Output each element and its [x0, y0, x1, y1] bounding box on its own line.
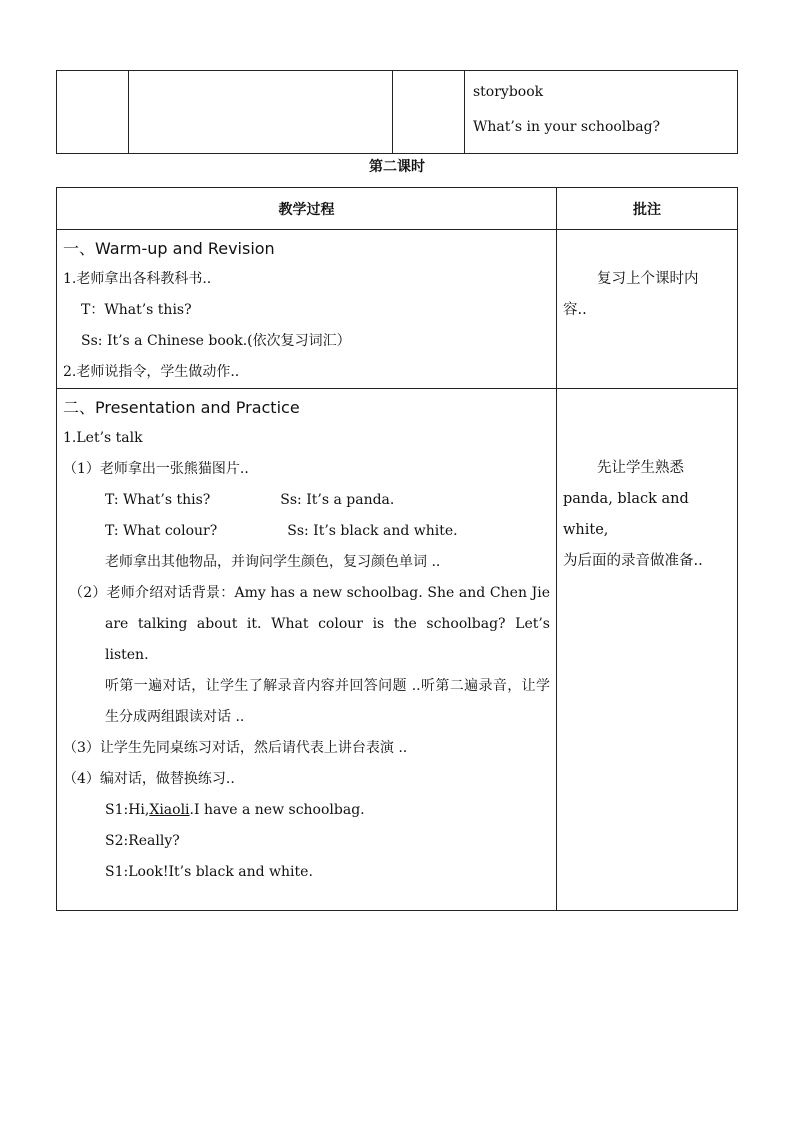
text-line: （4）编对话，做替换练习..: [63, 771, 235, 787]
note-text: panda, black and white,: [563, 491, 689, 538]
note-cell: [557, 230, 738, 389]
lesson-plan-table: [56, 187, 738, 911]
dialogue-line: S2:Really?: [105, 833, 180, 849]
header-row: [57, 188, 738, 230]
table-cell: [57, 71, 129, 154]
dialogue-line: [63, 485, 550, 516]
section-heading: 二、Presentation and Practice: [63, 398, 300, 417]
text-line: 2.老师说指令，学生做动作..: [63, 364, 240, 380]
table-row: [57, 230, 738, 389]
dialogue-teacher: T: What’s this?: [105, 492, 211, 508]
table-cell: [465, 71, 738, 154]
text-prefix: （2）老师介绍对话背景：: [69, 585, 235, 601]
text-line: 1.Let’s talk: [63, 430, 143, 446]
dialogue-teacher: T: What colour?: [105, 523, 218, 539]
underlined-name: Xiaoli: [149, 802, 190, 818]
note-cell: [557, 389, 738, 911]
dialogue-prefix: S1:Hi,: [105, 802, 150, 818]
process-cell: [57, 230, 557, 389]
section-title: 第二课时: [369, 159, 425, 175]
table-cell: [129, 71, 393, 154]
previous-lesson-table: [56, 70, 738, 154]
text-paragraph: [63, 578, 550, 671]
text-line: （3）让学生先同桌练习对话，然后请代表上讲台表演 ..: [63, 740, 408, 756]
dialogue-line: [63, 795, 550, 826]
column-header-process: 教学过程: [57, 188, 557, 230]
table-row: [57, 389, 738, 911]
text-paragraph: 听第一遍对话，让学生了解录音内容并回答问题 ..听第二遍录音，让学生分成两组跟读对话 ..: [105, 678, 550, 725]
text-line: （1）老师拿出一张熊猫图片..: [63, 461, 249, 477]
dialogue-students: Ss: It’s a panda.: [280, 492, 395, 508]
note-text: 先让学生熟悉: [597, 460, 684, 476]
process-cell: [57, 389, 557, 911]
table-cell: [393, 71, 465, 154]
dialogue-line: [63, 516, 550, 547]
note-text: 为后面的录音做准备..: [563, 553, 703, 569]
text-body: Amy has a new schoolbag. She and Chen Jie are talking about it. What colour is the schoolbag? Let’s listen.: [105, 585, 550, 663]
cell-text: What’s in your schoolbag?: [473, 119, 661, 135]
column-header-notes: 批注: [557, 188, 738, 230]
dialogue-students: Ss: It’s black and white.: [287, 523, 458, 539]
note-text: 容..: [563, 302, 587, 318]
text-line: Ss: It’s a Chinese book.(依次复习词汇）: [81, 333, 351, 349]
table-row: [57, 71, 738, 154]
note-text: 复习上个课时内: [597, 271, 699, 287]
section-heading: 一、Warm-up and Revision: [63, 239, 275, 258]
text-line: 1.老师拿出各科教科书..: [63, 271, 212, 287]
cell-text: storybook: [473, 84, 544, 100]
text-line: 老师拿出其他物品，并询问学生颜色，复习颜色单词 ..: [105, 554, 441, 570]
text-line: T：What’s this?: [81, 302, 192, 318]
dialogue-line: S1:Look!It’s black and white.: [105, 864, 313, 880]
dialogue-rest: .I have a new schoolbag.: [189, 802, 365, 818]
